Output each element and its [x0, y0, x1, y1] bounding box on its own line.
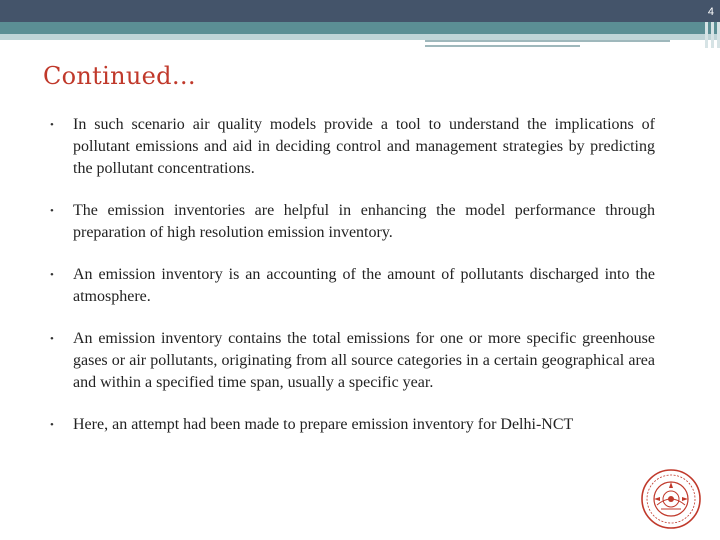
header-bar [0, 0, 720, 22]
slide-title: Continued… [43, 62, 197, 90]
bullet-icon: • [50, 119, 54, 131]
header-stripes [698, 22, 720, 48]
bullet-icon: • [50, 333, 54, 345]
bullet-list [50, 114, 655, 436]
bullet-text: An emission inventory is an accounting of the amount of pollutants discharged into the atmosphere. [73, 266, 655, 305]
bullet-item [50, 114, 655, 180]
bullet-icon: • [50, 269, 54, 281]
header-rule [425, 40, 670, 42]
bullet-text: An emission inventory contains the total emissions for one or more specific greenhouse gases or air pollutants, originating from all source categories in a certain geographical area and within a specified time span, usually a specific year. [73, 330, 655, 391]
header-band [0, 22, 720, 34]
bullet-item [50, 200, 655, 244]
header-rule-short [425, 45, 580, 47]
bullet-text: In such scenario air quality models provide a tool to understand the implications of pollutant emissions and aid in deciding control and management strategies by predicting the pollutant concentrations. [73, 116, 655, 177]
page-number: 4 [707, 6, 714, 18]
bullet-item [50, 414, 655, 436]
bullet-text: Here, an attempt had been made to prepare emission inventory for Delhi-NCT [73, 416, 574, 433]
bullet-item [50, 328, 655, 394]
bullet-text: The emission inventories are helpful in enhancing the model performance through preparation of high resolution emission inventory. [73, 202, 655, 241]
bullet-icon: • [50, 419, 54, 431]
iit-delhi-seal-icon [632, 468, 710, 530]
bullet-item [50, 264, 655, 308]
bullet-icon: • [50, 205, 54, 217]
